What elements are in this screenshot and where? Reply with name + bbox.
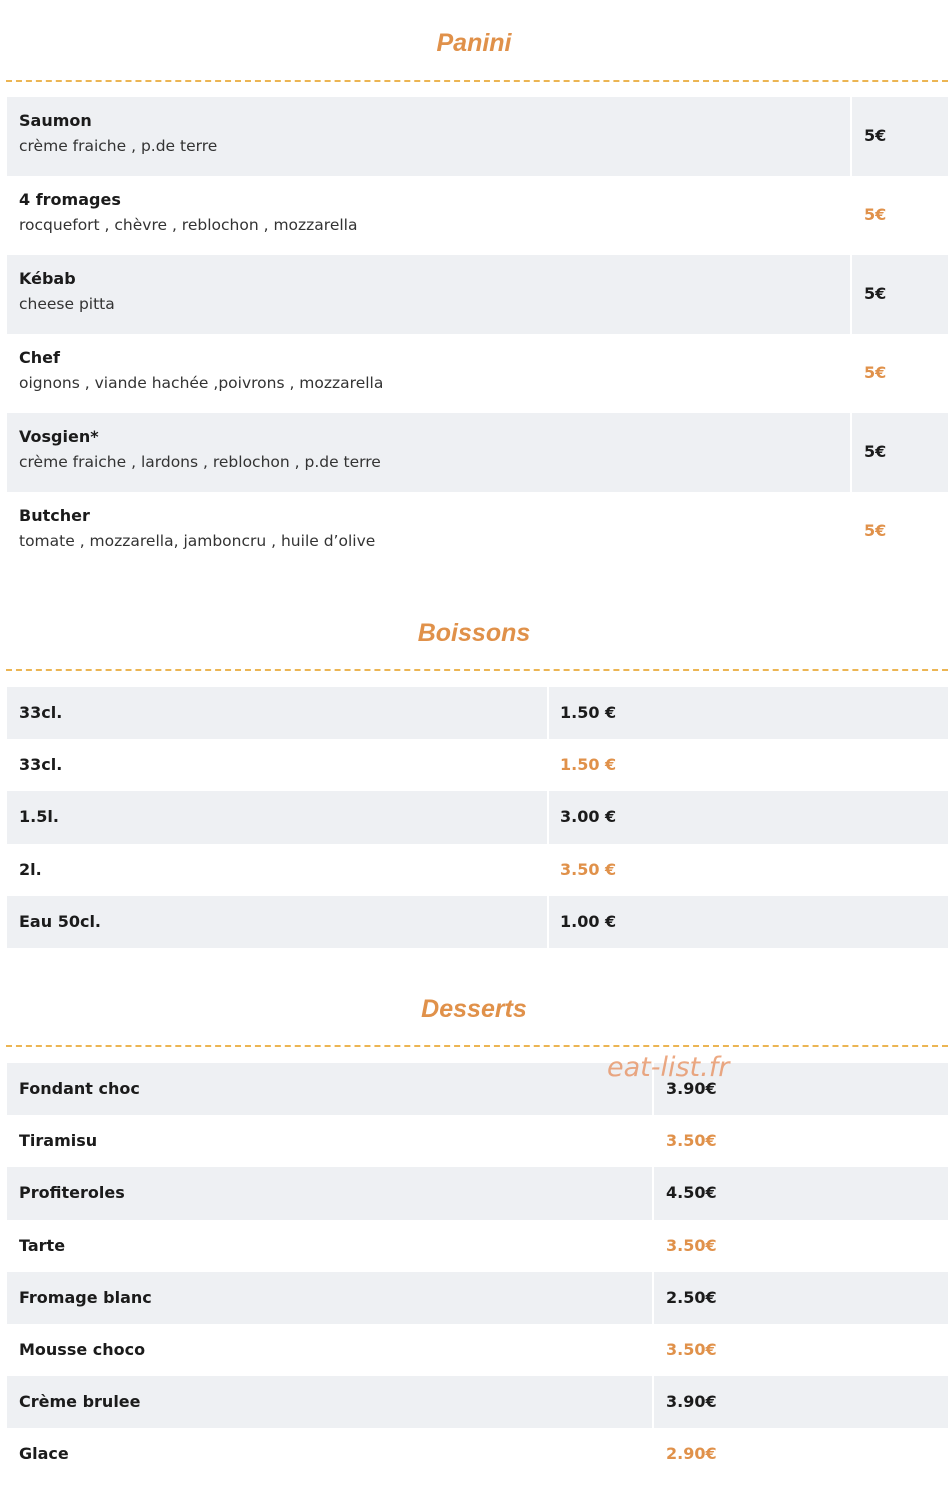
column-separator <box>547 896 549 948</box>
item-name: Butcher <box>19 506 90 525</box>
menu-row <box>7 1324 948 1376</box>
item-price: 3.50€ <box>666 1131 717 1151</box>
item-description: crème fraiche , p.de terre <box>19 137 218 155</box>
item-name: Eau 50cl. <box>19 911 101 931</box>
item-price: 1.00 € <box>560 911 617 931</box>
item-price: 3.90€ <box>666 1079 717 1098</box>
item-description: rocquefort , chèvre , reblochon , mozzarella <box>19 216 358 234</box>
item-price: 3.50€ <box>666 1339 717 1359</box>
item-name: Vosgien* <box>19 427 99 446</box>
menu-row <box>7 896 948 948</box>
panini-table <box>7 97 948 571</box>
item-name: Glace <box>19 1444 69 1464</box>
item-name: Kébab <box>19 269 76 288</box>
section-title-desserts: Desserts <box>421 995 527 1023</box>
column-separator <box>850 413 852 492</box>
item-name: 33cl. <box>19 703 63 722</box>
item-price: 5€ <box>864 205 887 224</box>
menu-row <box>7 1376 948 1428</box>
section-divider <box>6 1045 948 1047</box>
menu-row <box>7 1167 948 1219</box>
item-name: 4 fromages <box>19 190 121 209</box>
menu-row <box>7 255 948 334</box>
item-price: 3.50 € <box>560 859 617 879</box>
item-name: Profiteroles <box>19 1183 125 1203</box>
item-description: tomate , mozzarella, jamboncru , huile d’olive <box>19 532 376 550</box>
menu-row <box>7 791 948 843</box>
item-name: 33cl. <box>19 755 63 775</box>
menu-row <box>7 1272 948 1324</box>
item-price: 4.50€ <box>666 1183 717 1203</box>
item-name: Tarte <box>19 1235 66 1255</box>
column-separator <box>652 1376 654 1428</box>
item-description: oignons , viande hachée ,poivrons , mozzarella <box>19 374 384 392</box>
item-price: 3.50€ <box>666 1235 717 1255</box>
column-separator <box>547 791 549 843</box>
item-price: 1.50 € <box>560 703 617 722</box>
column-separator <box>850 255 852 334</box>
item-price: 3.00 € <box>560 807 617 827</box>
section-title-panini: Panini <box>436 29 512 57</box>
section-title-boissons: Boissons <box>417 619 531 647</box>
menu-row <box>7 1115 948 1167</box>
item-price: 5€ <box>864 363 887 382</box>
watermark: eat-list.fr <box>607 1052 730 1083</box>
item-price: 5€ <box>864 126 887 145</box>
menu-row <box>7 1063 948 1115</box>
item-name: Fromage blanc <box>19 1287 152 1307</box>
menu-row <box>7 97 948 176</box>
column-separator <box>547 687 549 739</box>
column-separator <box>850 97 852 176</box>
desserts-table <box>7 1063 948 1481</box>
section-divider <box>6 80 948 82</box>
item-name: Tiramisu <box>19 1131 98 1151</box>
item-price: 1.50 € <box>560 755 617 775</box>
menu-row <box>7 413 948 492</box>
menu-row <box>7 334 948 413</box>
item-description: cheese pitta <box>19 295 115 313</box>
menu-row <box>7 1428 948 1480</box>
item-name: Saumon <box>19 111 92 130</box>
item-price: 5€ <box>864 284 887 303</box>
section-divider <box>6 669 948 671</box>
column-separator <box>652 1272 654 1324</box>
menu-row <box>7 176 948 255</box>
menu-row <box>7 492 948 571</box>
item-name: Fondant choc <box>19 1079 140 1098</box>
boissons-table <box>7 687 948 948</box>
column-separator <box>652 1167 654 1219</box>
item-name: Chef <box>19 348 60 367</box>
item-name: 1.5l. <box>19 807 59 827</box>
item-description: crème fraiche , lardons , reblochon , p.de terre <box>19 453 381 471</box>
item-price: 5€ <box>864 442 887 461</box>
menu-row <box>7 844 948 896</box>
item-name: Crème brulee <box>19 1392 141 1412</box>
menu-row <box>7 1220 948 1272</box>
item-name: 2l. <box>19 859 42 879</box>
item-price: 3.90€ <box>666 1392 717 1412</box>
menu-row <box>7 687 948 739</box>
item-price: 5€ <box>864 521 887 540</box>
menu-row <box>7 739 948 791</box>
item-price: 2.50€ <box>666 1287 717 1307</box>
item-price: 2.90€ <box>666 1444 717 1464</box>
item-name: Mousse choco <box>19 1339 146 1359</box>
